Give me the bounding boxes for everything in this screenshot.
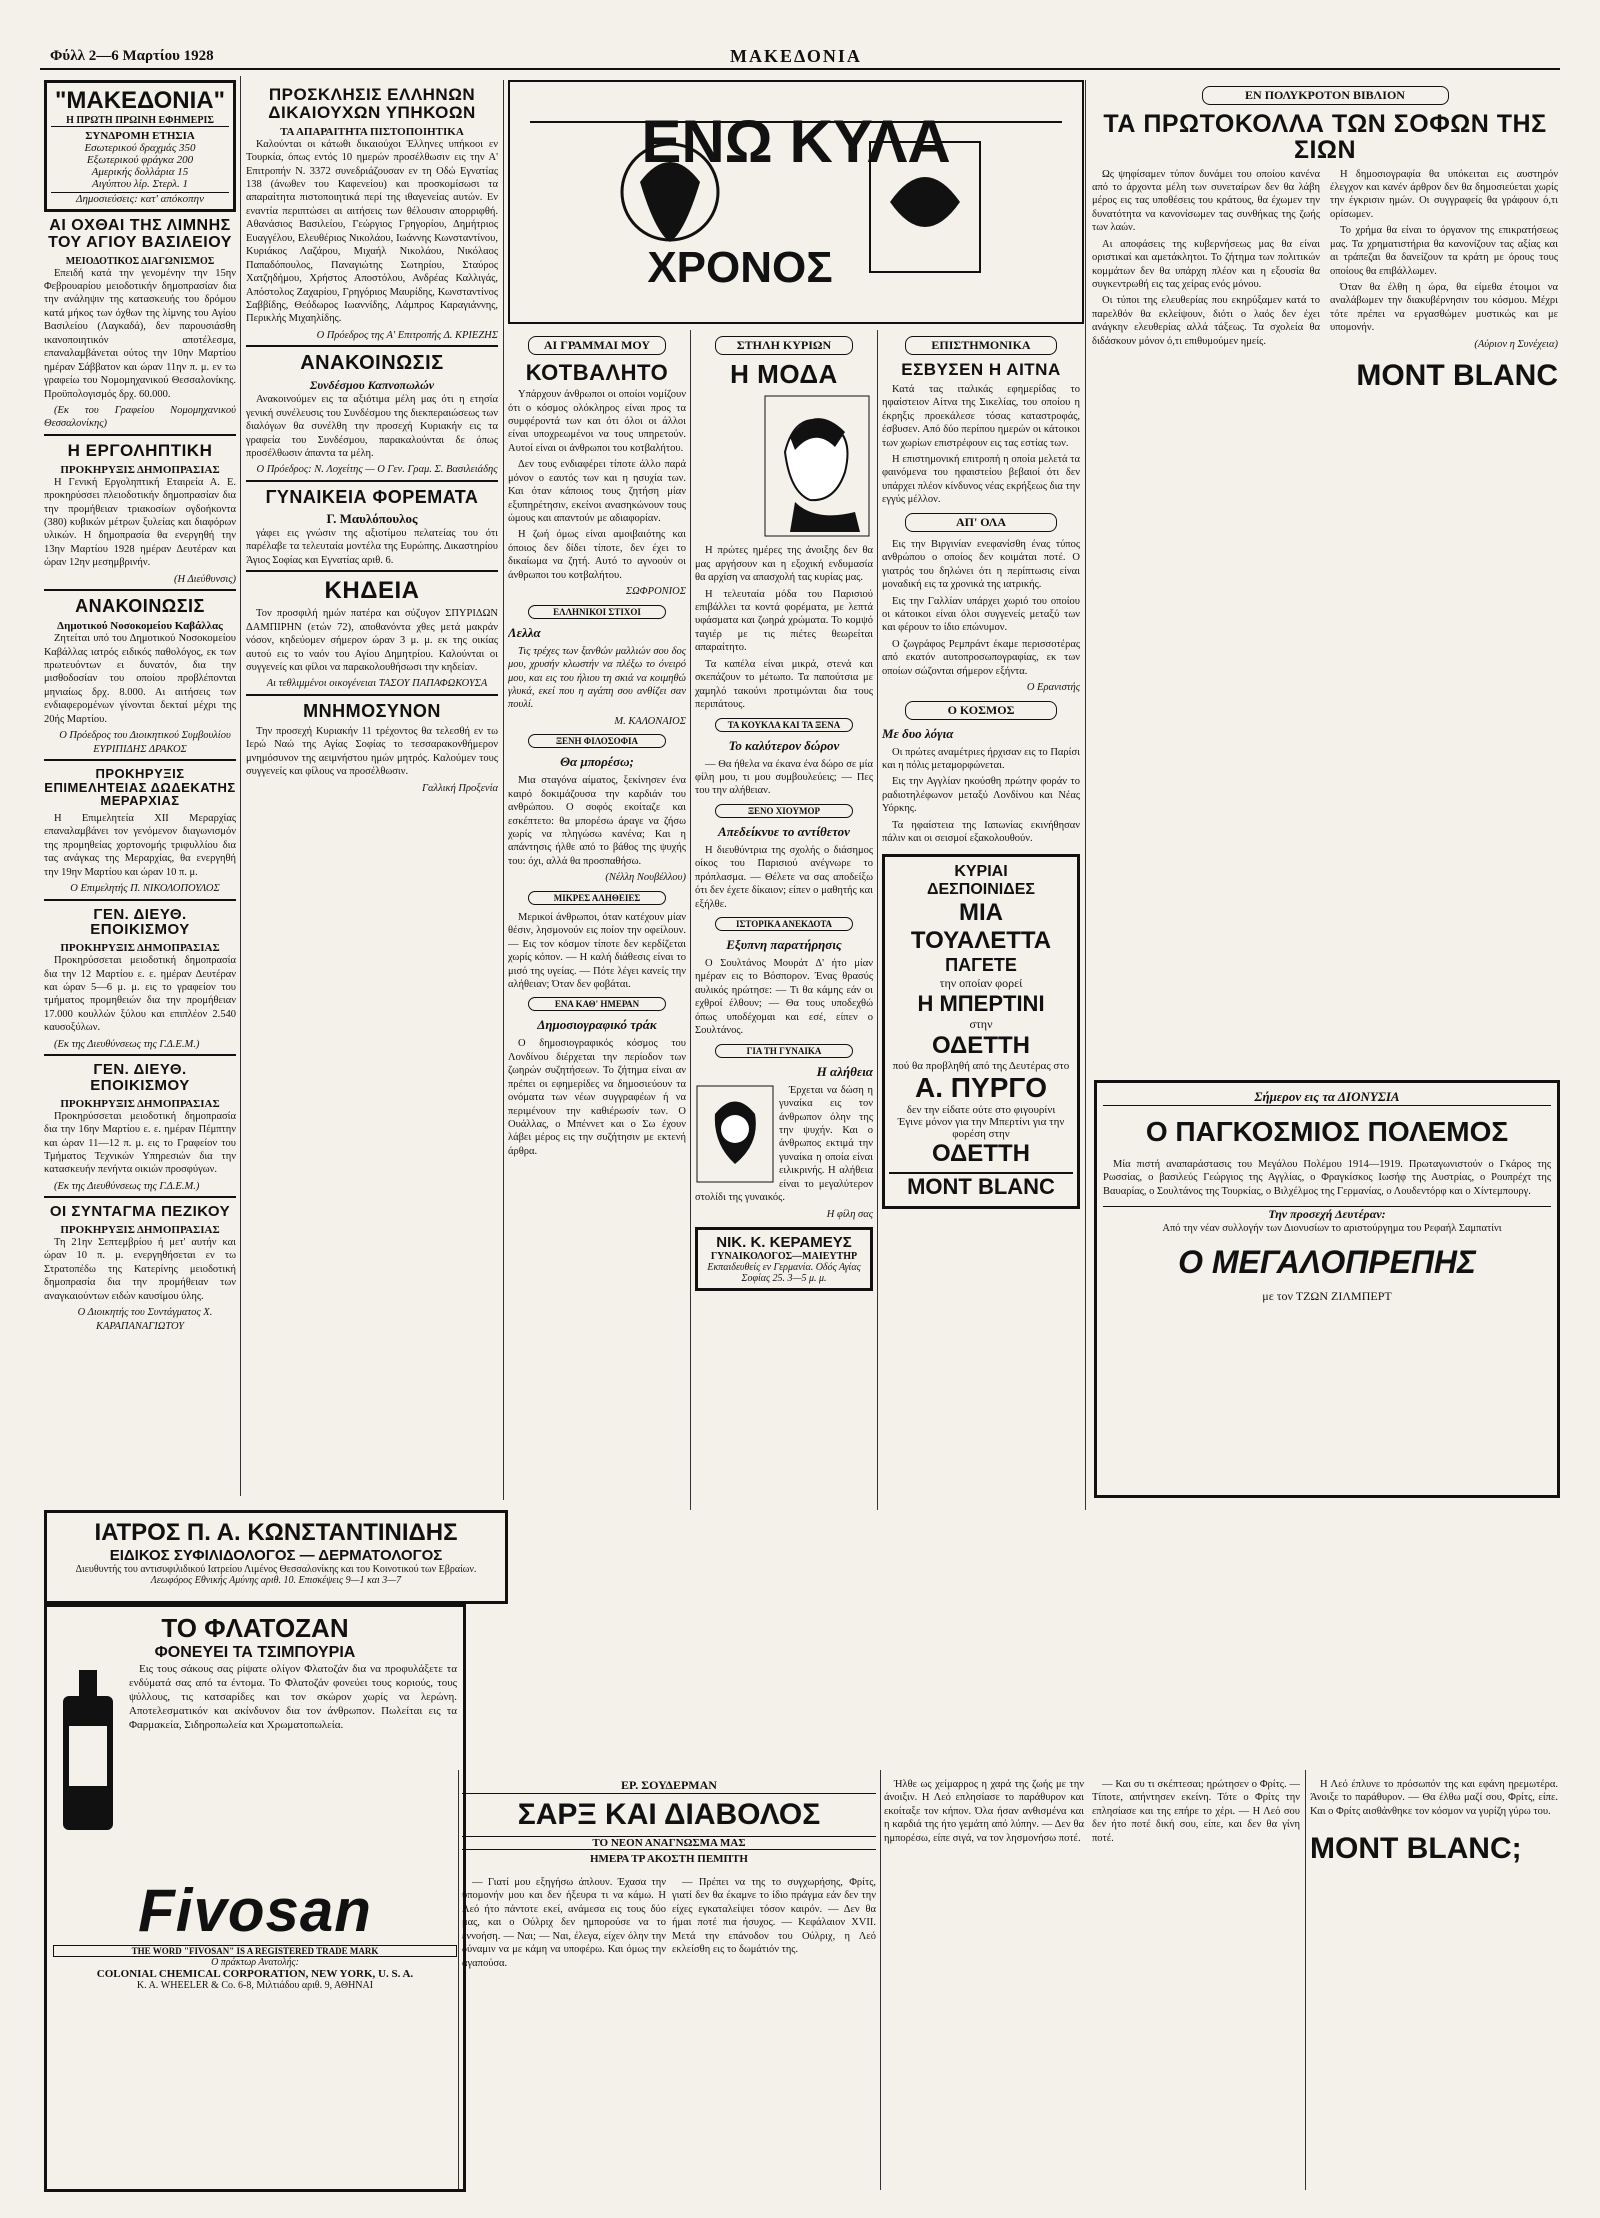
mont-blanc-ad: MONT BLANC [1356, 358, 1558, 392]
article-sign: Η φίλη σας [826, 1208, 873, 1220]
article-columns [1092, 168, 1558, 353]
kicker: ΜΙΚΡΕΣ ΑΛΗΘΕΙΕΣ [528, 891, 667, 905]
woman-portrait-illustration [695, 1084, 775, 1184]
ad-role: ΓΥΝΑΙΚΟΛΟΓΟΣ—ΜΑΙΕΥΤΗΡ [710, 1251, 858, 1263]
funeral-sign: Αι τεθλιμμένοι οικογένειαι ΤΑΣΟΥ ΠΑΠΑΦΩΚΟΥΣΑ [266, 678, 488, 690]
issue-line: Φύλλ 2—6 Μαρτίου 1928 [50, 48, 214, 64]
ad-line: ΟΔΕΤΤΗ [932, 1139, 1030, 1167]
fashion-illustration [695, 392, 873, 542]
notice-title: ΓΕΝ. ΔΙΕΥΘ. ΕΠΟΙΚΙΣΜΟΥ [90, 905, 190, 939]
serial-text: Η Λεό έπλυνε το πρόσωπόν της και εφάνη ηρεμωτέρα. Άνοιξε το παράθυρον. — Θα έλθω μαζί σου, Φρίτς, είπε. Και ο Φρίτς αισθάνθηκε τον κόσμον να γυρίζη γύρω του. [1310, 1779, 1558, 1817]
ad-flavozan-title: ΤΟ ΦΛΑΤΟΖΑΝ [161, 1613, 349, 1643]
notice-body: Η Γενική Εργοληπτική Εταιρεία Α. Ε. προκηρύσσει πλειοδοτικήν δημοπρασίαν δια την προμήθειαν τριακοσίων ογδοήκοντα (380) κυβικών μέτρων ξυλείας και διαφόρων υλικών. Η δημοπρασία θα ενεργηθή την 13ην Μαρτίου 1928 ημέραν Δευτέραν και ώραν 12ην μεσημβρινήν. [44, 476, 236, 569]
sub-note: Δημοσιεύσεις: κατ' απόκοπην [51, 192, 229, 205]
article-body: Κατά τας ιταλικάς εφημερίδας το ηφαίστειον Αίτνα της Σικελίας, του οποίου η έκρηξις προεκάλεσε τόσας καταστροφάς, έσβυσεν. Από δύο περίπου ημερών οι κάτοικοι των χωρίων επιστρέφουν εις τας εστίας των. [882, 383, 1080, 449]
kicker: ΤΑ ΚΟΥΚΛΑ ΚΑΙ ΤΑ ΞΕΝΑ [715, 718, 854, 732]
article-body: Καλούνται οι κάτωθι δικαιούχοι Έλληνες υπήκοοι εν Τουρκία, όπως εντός 10 ημερών προσέλθωσιν εις την Α' Επιτροπήν Ν. 3372 συνεδριάζουσαν εν τη Οδώ Εγνατίας 138 (άνωθεν του Καφενείου) και προσκομίσωσι τα απαραίτητα πιστοποιητικά περί της ιθαγενείας αυτών. Εν εναντία περιπτώσει αι αιτήσεις των θέλουσιν απορριφθή. Αθανάσιος Βασιλείου, Γεώργιος Γρηγορίου, Δημήτριος Ευαγγέλου, Ελευθέριος Νικολάου, Ιωάννης Κωνσταντίνου, Κυριάκος Λαζάρου, Μιχαήλ Νικολάου, Νικόλαος Παπαδόπουλος, Παναγιώτης Σωτηρίου, Σταύρος Χατζηδήμου, Χρήστος Αποστόλου, Ανδρέας Καλλιγάς, Απόστολος Ζαχαρίου, Γρηγόριος Μαυρίδης, Κωνσταντίνος Σαββίδης, Θεόδωρος Ιωαννίδης, Λάμπρος Καραγιάννης, Περικλής Μιχαηλίδης. [246, 138, 498, 325]
dionysia-line: με τον ΤΖΩΝ ΖΙΛΜΠΕΡΤ [1262, 1288, 1392, 1303]
dionysia-line: Από την νέαν συλλογήν των Διονυσίων το αριστούργημα του Ρεφαήλ Σαμπατίνι [1162, 1223, 1502, 1235]
memorial-title: ΜΝΗΜΟΣΥΝΟΝ [303, 700, 441, 721]
ad-name: ΝΙΚ. Κ. ΚΕΡΑΜΕΥΣ [716, 1234, 852, 1252]
article-title: Θα μπορέσω; [560, 754, 634, 770]
column-2 [246, 80, 498, 1500]
dionysia-body: Μία πιστή αναπαράστασις του Μεγάλου Πολέμου 1914—1919. Πρωταγωνιστούν ο Γκάρος της Ρωσσίας, ο βασιλεύς Γεώργιος της Αγγλίας, ο Φραγκίσκος Ιωσήφ της Αυστρίας, ο Ρουπρέχτ της Βαυαρίας, ο Σουλτάνος της Τουρκίας, ο Βιλχέλμος της Γερμανίας, ο Λουδεντόρφ και ο Χίντεμπουργ. [1103, 1159, 1551, 1197]
article-title: Η αλήθεια [816, 1063, 873, 1079]
notice-settlement-1 [44, 907, 236, 1052]
kicker: ΓΙΑ ΤΗ ΓΥΝΑΙΚΑ [715, 1044, 854, 1058]
column-6 [1092, 80, 1558, 1080]
article-title: Με δυο λόγια [882, 725, 954, 741]
serial-header [462, 1778, 876, 1868]
notice-title: ΠΡΟΚΗΡΥΞΙΣ ΕΠΙΜΕΛΗΤΕΙΑΣ ΔΩΔΕΚΑΤΗΣ ΜΕΡΑΡΧΙΑΣ [44, 766, 236, 809]
ad-subtitle: Γ. Μαυλόπουλος [326, 510, 418, 526]
kicker: ΕΝ ΠΟΛΥΚΡΟΤΟΝ ΒΙΒΛΙΟΝ [1202, 86, 1449, 105]
notice-subtitle: ΠΡΟΚΗΡΥΞΙΣ ΔΗΜΟΠΡΑΣΙΑΣ [60, 1097, 220, 1110]
serial-text: Ήλθε ως χείμαρρος η χαρά της ζωής με την άνοιξιν. Η Λεό επλησίασε το παράθυρον και εκοίταξε τον κήπον. Όλα ήσαν ανθισμένα και η καρδιά της ήτο γεμάτη από λύπην. — Δεν θα ημπορέσω, είπε σιγά, να τον λησμονήσω ποτέ. [884, 1779, 1084, 1844]
ad-line: ΚΥΡΙΑΙ [954, 862, 1008, 880]
ad-line: Α. ΠΥΡΓΟ [915, 1071, 1047, 1103]
serial-col-2 [672, 1876, 876, 2176]
notice-hospital [44, 597, 236, 756]
kicker: ΞΕΝΟ ΧΙΟΥΜΟΡ [715, 804, 854, 818]
column-3 [508, 330, 686, 1510]
poem-body: Τις τρέχες των ξανθών μαλλιών σου δος μου, χρυσήν κλωστήν να πλέξω το όνειρό μου, και εις του ήλιου τη σκιά να κοιμηθώ γλυκά, εκεί που η αγάπη σου ανθίζει σαν πουλί. [508, 645, 686, 711]
ad-flavozan-body: Εις τους σάκους σας ρίψατε ολίγον Φλατοζάν δια να προφυλάξετε τα ενδύματά σας από τα έντομα. Το Φλατοζάν φονεύει τους κοριούς, τους ψύλλους, τις κατσαρίδες και τον σκώρον χωρίς να λερώνη. Αποτελεσματικόν και ακίνδυνον δια τον άνθρωπον. Πωλείται εις τα Φαρμακεία, Σιδηροπωλεία και Χρωματοπωλεία. [129, 1663, 457, 1732]
article-sign: Ο Ερανιστής [1026, 682, 1080, 694]
article-body: — Θα ήθελα να έκανα ένα δώρο σε μία φίλη μου, τι μου συμβουλεύεις; — Πες του την αλήθειαν. [695, 758, 873, 797]
notice-lake [44, 218, 236, 431]
dionysia-title-2: Ο ΜΕΓΑΛΟΠΡΕΠΗΣ [1178, 1243, 1476, 1280]
kicker: ΑΙ ΓΡΑΜΜΑΙ ΜΟΥ [528, 336, 667, 355]
ad-flavozan-line: Ο πράκτωρ Ανατολής: [211, 1957, 299, 1968]
notice-body: Η Επιμελητεία ΧΙΙ Μεραρχίας επαναλαμβάνει τον γενόμενον διαγωνισμόν της προμηθείας χορτονομής τριφυλλίου δια τας ανάγκας της Μεραρχίας, θα ενεργηθή την 19ην Μαρτίου και ώραν 10 π. μ. [44, 812, 236, 878]
column-rule [880, 1770, 881, 2190]
kicker: ΕΠΙΣΤΗΜΟΝΙΚΑ [905, 336, 1058, 355]
mont-blanc-ad-2: MONT BLANC; [1310, 1832, 1522, 1866]
notice-subtitle: ΠΡΟΚΗΡΥΞΙΣ ΔΗΜΟΠΡΑΣΙΑΣ [60, 942, 220, 955]
sub-title: "ΜΑΚΕΔΟΝΙΑ" [54, 87, 226, 114]
article-body: Εις την Γαλλίαν υπάρχει χωριό του οποίου οι κάτοικοι είναι όλοι συγγενείς μεταξύ των και φέρουν το ίδιο επώνυμον. [882, 595, 1080, 634]
article-body: Η δημοσιογραφία θα υπόκειται εις αυστηρόν έλεγχον και κανέν άρθρον δεν θα δημοσιεύεται χωρίς την έγκρισιν ημών. Οι συγγραφείς θα γράφουν ό,τι ορίσωμεν. [1330, 168, 1558, 220]
article-title: ΕΣΒΥΣΕΝ Η ΑΙΤΝΑ [901, 360, 1061, 379]
column-rule [1085, 80, 1086, 1510]
poem-title: Λελλα [508, 624, 541, 640]
ad-line: πού θα προβληθή από της Δευτέρας στο [892, 1059, 1070, 1072]
article-body: Μερικοί άνθρωποι, όταν κατέχουν μίαν θέσιν, λησμονούν εις ποίον την οφείλουν. — Εις τον κόσμον τίποτε δεν κερδίζεται χωρίς κόπον. — Η καλή διάθεσις είναι το μισό της υγείας. — Πότε λέγει κανείς την αλήθειαν; Όταν δεν φοβάται. [508, 911, 686, 990]
article-title: ΠΡΟΣΚΛΗΣΙΣ ΕΛΛΗΝΩΝ ΔΙΚΑΙΟΥΧΩΝ ΥΠΗΚΟΩΝ [268, 85, 476, 122]
poem-sign: Μ. ΚΑΛΟΝΑΙΟΣ [614, 715, 686, 727]
ad-line: MONT BLANC [889, 1172, 1073, 1200]
sub-row: Αμερικής δολλάρια 15 [91, 166, 189, 178]
notice-regiment [44, 1204, 236, 1333]
column-5 [882, 330, 1080, 1510]
notice-subtitle: ΠΡΟΚΗΡΥΞΙΣ ΔΗΜΟΠΡΑΣΙΑΣ [60, 1224, 220, 1236]
article-body: Δεν τους ενδιαφέρει τίποτε άλλο παρά μόνον ο εαυτός των και η ησυχία των. Και όταν κάποιος τους ζητήση μίαν εξυπηρέτησιν, εκείνοι ανασηκώνουν τους ώμους και απαντούν με αδιαφορίαν. [508, 459, 686, 525]
notice-sign: Ο Διοικητής του Συντάγματος Χ. ΚΑΡΑΠΑΝΑΓΙΩΤΟΥ [77, 1307, 213, 1332]
article-body: Ως ψηφίσαμεν τύπον δυνάμει του οποίου κανένα από το άρχοντα μέλη των συνεταίρων δεν θα λάβη μέρος εις τας υποθέσεις του κράτους, θα έχωμεν την δυνατότητα να κανονίσωμεν τας συνθήκας της ζωής των λαών. [1092, 168, 1320, 234]
serial-col-3 [884, 1778, 1084, 2178]
brand-logo: Fivosan [138, 1877, 372, 1944]
funeral-title: ΚΗΔΕΙΑ [324, 577, 420, 605]
sub-row: Εξωτερικού φράγκα 200 [86, 154, 194, 166]
serial-title: ΣΑΡΞ ΚΑΙ ΔΙΑΒΟΛΟΣ [517, 1798, 821, 1831]
kicker: ΕΝΑ ΚΑΘ' ΗΜΕΡΑΝ [528, 997, 667, 1011]
memorial-notice [246, 702, 498, 795]
serial-author: ΕΡ. ΣΟΥΔΕΡΜΑΝ [462, 1778, 876, 1794]
ad-line: ΔΕΣΠΟΙΝΙΔΕΣ [927, 880, 1035, 898]
article-body: Ο Σουλτάνος Μουράτ Δ' ήτο μίαν ημέραν εις το Βόσπορον. Ένας θρασύς αυλικός ηρώτησε: — Τι θα κάμης εάν οι εχθροί έλθουν; — Θα τους υποδεχθώ όπως υποδέχομαι και εσέ, είπεν ο Σουλτάνος. [695, 958, 873, 1037]
notice-body: Προκηρύσσεται μειοδοτική δημοπρασία δια την 12 Μαρτίου ε. ε. ημέραν Δευτέραν και ώραν 5—6 μ. μ. εις το γραφείον του τμήματος προμηθειών δια την προμήθειαν 17.000 κουλλών ξύλου και επιπλέον 2.540 καυσοξύλων. [44, 955, 236, 1034]
article-body: Η τελευταία μόδα του Παρισιού επιβάλλει τα κοντά φορέματα, με λεπτά υφάσματα και ζωηρά χρώματα. Το κομψό ταγιέρ με τις πιέτες θεωρείται απαραίτητο. [695, 588, 873, 654]
notice-subtitle: ΜΕΙΟΔΟΤΙΚΟΣ ΔΙΑΓΩΝΙΣΜΟΣ [65, 255, 215, 267]
banner-word-1: ΕΝΩ ΚΥΛΑ [641, 108, 951, 175]
article-title: Εξυπνη παρατήρησις [726, 937, 842, 953]
article-body: Εις την Βιργινίαν ενεφανίσθη ένας τύπος ανθρώπου ο οποίος δεν κοιμάται ποτέ. Ο γιατρός του δηλώνει ότι η περίπτωσις είναι μοναδική εις τα χρονικά της ιατρικής. [882, 538, 1080, 591]
article-body: Η πρώτες ημέρες της άνοιξης δεν θα μας αργήσουν και η εξοχική ενδυμασία θα αρχίση να απασχολή τας κυρίας μας. [695, 545, 873, 584]
article-body: Η διευθύντρια της σχολής ο διάσημος οίκος του Παρισιού ανέγνωρε το πρόπλασμα. — Θέλετε να σας αποδείξω ότι δεν έχετε δίκαιον; είπεν ο μαθητής και εξήλθε. [695, 844, 873, 910]
sub-label: ΣΥΝΔΡΟΜΗ ΕΤΗΣΙΑ [85, 130, 195, 142]
ad-title: ΓΥΝΑΙΚΕΙΑ ΦΟΡΕΜΑΤΑ [265, 486, 479, 507]
article-body: Μια σταγόνα αίματος, ξεκίνησεν ένα καιρό δοκιμάζουσα την καρδιάν του ανθρώπου. Ο σοφός εκοίταζε και εσκέπτετο: θα μπορέσω άραγε να ζήσω χωρίς να πληγώσω κανένα; Και η απάντησις ήλθε από το βάθος της ψυχής του: όχι, αλλά θα προσπαθήσω. [508, 775, 686, 867]
kicker: ΞΕΝΗ ΦΙΛΟΣΟΦΙΑ [528, 734, 667, 748]
notice-title: ΑΙ ΟΧΘΑΙ ΤΗΣ ΛΙΜΝΗΣ ΤΟΥ ΑΓΙΟΥ ΒΑΣΙΛΕΙΟΥ [48, 217, 232, 251]
ad-line: δεν την είδατε ούτε στο φιγουρίνι [906, 1103, 1056, 1116]
article-subtitle: Συνδέσμου Καπνοπωλών [309, 378, 435, 393]
funeral-notice [246, 578, 498, 691]
column-rule [503, 80, 504, 1500]
ad-body: γάφει εις γνώσιν της αξιοτίμου πελατείας του ότι παρέλαβε τα τελευταία μοντέλα της Ευρώπης. Δικαστηρίου Άγιος Σοφίας και Εγνατίας αριθ. 6. [246, 527, 498, 566]
memorial-sign: Γαλλική Προξενία [422, 782, 498, 794]
article-title: ΑΝΑΚΟΙΝΩΣΙΣ [300, 352, 444, 375]
article-tobacco [246, 353, 498, 477]
article-sign: Ο Πρόεδρος της Α' Επιτροπής Δ. ΚΡΙΕΖΗΣ [316, 329, 498, 341]
kicker: Ο ΚΟΣΜΟΣ [905, 701, 1058, 720]
article-sign: Ο Πρόεδρος: Ν. Λοχείτης — Ο Γεν. Γραμ. Σ. Βασιλειάδης [256, 464, 498, 476]
notice-sign: (Εκ του Γραφείου Νομομηχανικού Θεσσαλονίκης) [44, 404, 236, 430]
dionysia-kicker-2: Την προσεχή Δευτέραν: [1103, 1206, 1551, 1222]
article-body: Εις την Αγγλίαν ηκούσθη πρώτην φοράν το ραδιοτηλέφωνον μεταξύ Λονδίνου και Νέας Υόρκης. [882, 776, 1080, 815]
article-body: Αι αποφάσεις της κυβερνήσεως μας θα είναι οριστικαί και αμετάκλητοι. Το ζήτημα των πολιτικών κομμάτων δεν θα υπάρχη πλέον και η εξουσία θα συγκεντρωθή εις τας χείρας ενός μόνου. [1092, 238, 1320, 290]
sub-row: Εσωτερικού δραχμάς 350 [84, 142, 196, 154]
notice-subtitle: Δημοτικού Νοσοκομείου Καβάλλας [57, 620, 223, 633]
ad-flavozan-line: COLONIAL CHEMICAL CORPORATION, NEW YORK, U. S. A. [96, 1968, 414, 1980]
serial-text: — Γιατί μου εξηγήσω άπλουν. Έχασα την υπομονήν μου και δεν ήξευρα τι να κάμω. Η Λεό ήτο πάντοτε εκεί, ανάμεσα εις τους δύο μας, και ο Ούλριχ δεν ημπορούσε να το εννοήση. — Ναι; — Ναι, έλεγα, είχεν όλην την δύναμιν να με κάμη να υποφέρω. Και όμως την αγαπούσα. [462, 1877, 666, 1969]
ad-dresses [246, 488, 498, 567]
brand-tag: THE WORD "FIVOSAN" IS A REGISTERED TRADE MARK [53, 1945, 457, 1957]
dionysia-title: Ο ΠΑΓΚΟΣΜΙΟΣ ΠΟΛΕΜΟΣ [1145, 1116, 1509, 1147]
notice-sign: (Η Διεύθυνσις) [173, 573, 236, 585]
article-title: Δημοσιογραφικό τράκ [537, 1017, 657, 1033]
article-body: Ο δημοσιογραφικός κόσμος του Λονδίνου διέρχεται την περίοδον των ζωηρών συζητήσεων. Το ζήτημα είναι αν πρέπει οι εφημερίδες να δημοσιεύουν τα ονόματα των νέων συγγραφέων ή να περιμένουν την καθιέρωσίν των. Ο Ουάλλας, ο Μπέννετ και ο Σω έχουν λάβει μέρος εις την συζήτησιν με εκτενή άρθρα. [508, 1038, 686, 1157]
page-header [40, 46, 1560, 70]
notice-sign: (Εκ της Διευθύνσεως της Γ.Δ.Ε.Μ.) [54, 1180, 200, 1192]
ad-toilette [882, 854, 1080, 1209]
serial-col-5 [1310, 1778, 1558, 2178]
ad-line: την οποίαν φορεί [939, 975, 1023, 990]
dionysia-kicker: Σήμερον εις τα ΔΙΟΝΥΣΙΑ [1103, 1089, 1551, 1106]
article-title: Απεδείκνυε το αντίθετον [718, 823, 850, 839]
memorial-body: Την προσεχή Κυριακήν 11 τρέχοντος θα τελεσθή εν τω Ιερώ Ναώ της Αγίας Σοφίας το τεσσαρακονθήμερον μνημόσυνον της αειμνήστου ημών μητρός. Καλούμεν τους συγγενείς και φίλους να προσέλθωσιν. [246, 725, 498, 778]
column-rule [240, 76, 241, 1496]
masthead: ΜΑΚΕΔΟΝΙΑ [730, 46, 862, 66]
kicker: ΣΤΗΛΗ ΚΥΡΙΩΝ [715, 336, 854, 355]
banner-illustration [510, 82, 1082, 322]
ad-doctor-line: Λεωφόρος Εθνικής Αμύνης αριθ. 10. Επισκέψεις 9—1 και 3—7 [150, 1575, 402, 1586]
ad-dionysia [1094, 1080, 1560, 1498]
serial-col-1 [462, 1876, 666, 2176]
kicker: ΕΛΛΗΝΙΚΟΙ ΣΤΙΧΟΙ [528, 605, 667, 619]
ad-line: στην [969, 1016, 993, 1031]
notice-subtitle: ΠΡΟΚΗΡΥΞΙΣ ΔΗΜΟΠΡΑΣΙΑΣ [60, 463, 220, 476]
article-title: Το καλύτερον δώρον [728, 737, 840, 753]
article-subtitle: ΤΑ ΑΠΑΡΑΙΤΗΤΑ ΠΙΣΤΟΠΟΙΗΤΙΚΑ [280, 125, 464, 138]
notice-sign: Ο Πρόεδρος του Διοικητικού Συμβουλίου ΕΥΡΙΠΙΔΗΣ ΔΡΑΚΟΣ [59, 730, 231, 755]
notice-division [44, 767, 236, 896]
notice-settlement-2 [44, 1062, 236, 1193]
serial-col-4 [1092, 1778, 1300, 2178]
notice-title: ΑΝΑΚΟΙΝΩΣΙΣ [75, 596, 205, 617]
notice-title: ΟΙ ΣΥΝΤΑΓΜΑ ΠΕΖΙΚΟΥ [49, 1203, 231, 1221]
article-title: ΚΟΤΒΑΛΗΤΟ [525, 360, 669, 385]
article-body: Η ζωή όμως είναι αμοιβαιότης και όποιος δεν δίδει τίποτε, δεν έχει το δικαίωμα να ζητή. Αυτό το αγνοούν οι άνθρωποι του κοτβαλήτου. [508, 529, 686, 581]
ad-line: ΜΙΑ ΤΟΥΑΛΕΤΤΑ [910, 898, 1052, 954]
notice-title: ΓΕΝ. ΔΙΕΥΘ. ΕΠΟΙΚΙΣΜΟΥ [90, 1061, 190, 1094]
ad-doctor [44, 1510, 508, 1604]
ad-doctor-title: ΙΑΤΡΟΣ Π. Α. ΚΩΝΣΤΑΝΤΙΝΙΔΗΣ [94, 1519, 458, 1546]
serial-text: — Και συ τι σκέπτεσαι; ηρώτησεν ο Φρίτς. — Τίποτε, απήντησεν εκείνη. Τότε ο Φρίτς την επλησίασε και της επήρε το χέρι. — Η Λεό σου δεν ήτο ποτέ δική σου, είπε, και δεν θα γίνη ποτέ. [1092, 1779, 1300, 1844]
notice-body: Ζητείται υπό του Δημοτικού Νοσοκομείου Καβάλλας ιατρός ειδικός παθολόγος, εκ των πρωτευόντων ει δυνατόν, δια την μισθοδοσίαν του οποίου προβλέπονται μηνιαίως δρχ. 8.000. Αι αιτήσεις των ενδιαφερομένων γίνονται δεκταί μέχρι της 20ής Μαρτίου. [44, 633, 236, 725]
notice-sign: Ο Επιμελητής Π. ΝΙΚΟΛΟΠΟΥΛΟΣ [70, 883, 220, 895]
ad-address: Εκπαιδευθείς εν Γερμανία. Οδός Αγίας Σοφίας 25. 3—5 μ. μ. [707, 1262, 861, 1285]
article-body: Οι πρώτες αναμέτριες ήρχισαν εις το Παρίσι και η πόλις μεταμορφώνεται. [882, 746, 1080, 772]
article-body: Έρχεται να δώση η γυναίκα εις τον άνθρωπον όλην της την ψυχήν. Και ο άνθρωπος εκτιμά την γυναίκα η οποία είναι ειλικρινής. Η αλήθεια είναι το μεγαλύτερον στολίδι της γυναικός. [695, 1084, 873, 1204]
article-body: Όταν θα έλθη η ώρα, θα είμεθα έτοιμοι να αναλάβωμεν την διακυβέρνησιν του κόσμου. Μέχρι τότε πρέπει να εργασθώμεν μυστικώς και με υπομονήν. [1330, 282, 1558, 334]
notice-title: Η ΕΡΓΟΛΗΠΤΙΚΗ [67, 440, 213, 460]
serial-subtitle: ΤΟ ΝΕΟΝ ΑΝΑΓΝΩΣΜΑ ΜΑΣ [462, 1836, 876, 1850]
article-sign: ΣΩΦΡΟΝΙΟΣ [625, 586, 686, 598]
ad-flavozan [44, 1604, 466, 2192]
kicker: ΙΣΤΟΡΙΚΑ ΑΝΕΚΔΟΤΑ [715, 917, 854, 931]
illustration-banner [508, 80, 1084, 324]
column-4 [695, 330, 873, 1510]
column-rule [877, 330, 878, 1510]
article-sign: (Νέλλη Νουβέλλου) [605, 872, 686, 884]
banner-word-2: ΧΡΟΝΟΣ [647, 243, 833, 292]
article-title: ΤΑ ΠΡΩΤΟΚΟΛΛΑ ΤΩΝ ΣΟΦΩΝ ΤΗΣ ΣΙΩΝ [1103, 110, 1547, 165]
funeral-body: Τον προσφιλή ημών πατέρα και σύζυγον ΣΠΥΡΙΔΩΝ ΔΑΜΠΙΡΗΝ (ετών 72), αποθανόντα χθες μετά μακράν νόσον, κηδεύομεν σήμερον ώραν 3 μ. μ. εκ της οικίας αυτού εις το ναόν του Αγίου Δημητρίου. Καλούνται οι συγγενείς και φίλοι να παρακολουθήσωσι την κηδείαν. [246, 608, 498, 674]
article-body: Το χρήμα θα είναι το όργανον της επικρατήσεως μας. Τα χρηματιστήρια θα κανονίζουν τας αξίας και αι τράπεζαι θα δανείζουν τα κράτη με όρους τους οποίους θα επιβάλλωμεν. [1330, 225, 1558, 277]
subscription-box [44, 80, 236, 212]
article-body: Η επιστημονική επιτροπή η οποία μελετά τα φαινόμενα του ηφαιστείου βεβαιοί ότι δεν υπάρχει πλέον κίνδυνος νέας εκρήξεως δια την εγγύς μέλλον. [882, 454, 1080, 506]
article-body: Τα ηφαίστεια της Ιαπωνίας εκινήθησαν πάλιν και οι σεισμοί εξακολουθούν. [882, 819, 1080, 845]
article-title: Η ΜΟΔΑ [730, 359, 838, 389]
column-1 [44, 80, 236, 1500]
ad-flavozan-subtitle: ΦΟΝΕΥΕΙ ΤΑ ΤΣΙΜΠΟΥΡΙΑ [154, 1644, 356, 1661]
ad-doctor-line: Διευθυντής του αντισυφιλιδικού Ιατρείου Λιμένος Θεσσαλονίκης και του Κοινοτικού των Εβραίων. [75, 1564, 477, 1575]
notice-body: Τη 21ην Σεπτεμβρίου ή μετ' αυτήν και ώραν 10 π. μ. ενεργηθήσεται εν τω Στρατοπέδω της Κατερίνης μειοδοτική δημοπρασία δια την προμήθειαν των αναγκαιούντων ειδών καυσίμου ύλης. [44, 1237, 236, 1302]
ad-line: ΟΔΕΤΤΗ [932, 1031, 1030, 1059]
bottle-icon [53, 1666, 123, 1836]
notice-body: Προκηρύσσεται μειοδοτική δημοπρασία δια την 16ην Μαρτίου ε. ε. ημέραν Πέμπτην και ώραν 11—12 π. μ. εις το Γραφείον του Τμήματος Τεχνικών Υπηρεσιών δια την κατασκευήν πενήντα οικιών προσφύγων. [44, 1110, 236, 1176]
sub-subtitle: Η ΠΡΩΤΗ ΠΡΩΙΝΗ ΕΦΗΜΕΡΙΣ [51, 115, 229, 127]
article-body: Τα καπέλα είναι μικρά, στενά και σκεπάζουν το μέτωπο. Τα παπούτσια με χαμηλό τακούνι προτιμώνται δια τους περιπάτους. [695, 658, 873, 711]
article-claimants [246, 86, 498, 342]
serial-day: ΗΜΕΡΑ ΤΡ ΑΚΟΣΤΗ ΠΕΜΠΤΗ [589, 1853, 748, 1865]
column-rule [1305, 1770, 1306, 2190]
notice-body: Επειδή κατά την γενομένην την 15ην Φεβρουαρίου μειοδοτικήν δημοπρασίαν δια την ανάληψιν της κατασκευής του δρόμου κατά μήκος των όχθων της λίμνης του Αγίου Βασιλείου (Λαγκαδά), δεν παρουσιάσθη ικανοποιητικόν αποτέλεσμα, επαναλαμβάνεται ούτος την 10ην Μαρτίου ημέραν Σάββατον και ώραν 11ην π. μ. εν τω γραφείω του Νομομηχανικού Θεσσαλονίκης. Προϋπολογισμός δρχ. 60.000. [44, 267, 236, 400]
article-body: Υπάρχουν άνθρωποι οι οποίοι νομίζουν ότι ο κόσμος ολόκληρος είναι προς τα συμφέροντά των και ότι όλοι οι άλλοι είναι υποχρεωμένοι να τους υπηρετούν. Αυτοί είναι οι άνθρωποι του κοτβαλήτου. [508, 389, 686, 454]
ad-line: ΠΑΓΕΤΕ [945, 954, 1017, 975]
ad-gynecologist [695, 1227, 873, 1291]
article-body: Ο ζωγράφος Ρεμπράντ έκαμε περισσοτέρας από εκατόν αυτοπροσωπογραφίας, εκ των οποίων σώζονται σήμερον εξήντα. [882, 638, 1080, 677]
article-continued: (Αύριον η Συνέχεια) [1474, 338, 1558, 350]
ad-line: Η ΜΠΕΡΤΙΝΙ [917, 990, 1045, 1016]
ad-doctor-role: ΕΙΔΙΚΟΣ ΣΥΦΙΛΙΔΟΛΟΓΟΣ — ΔΕΡΜΑΤΟΛΟΓΟΣ [109, 1547, 443, 1564]
ad-flavozan-line: Κ. Α. WHEELER & Co. 6-8, Μιλτιάδου αριθ. 9, ΑΘΗΝΑΙ [136, 1980, 374, 1991]
notice-sign: (Εκ της Διευθύνσεως της Γ.Δ.Ε.Μ.) [54, 1038, 200, 1050]
column-rule [690, 330, 691, 1510]
article-body: Οι τύποι της ελευθερίας που εκηρύξαμεν κατά το παρελθόν θα εκλείψουν, διότι ο λαός δεν έχει ανάγκην ελευθερίας αλλά τάξεως. Τα σχολεία θα διδάσκουν μόνον ό,τι επιθυμούμεν ημείς. [1092, 295, 1320, 347]
kicker: ΑΠ' ΟΛΑ [905, 513, 1058, 532]
ad-line: Έγινε μόνον για την Μπερτίνι για την φορέση στην [897, 1115, 1065, 1140]
notice-contractor [44, 442, 236, 586]
sub-row: Αιγύπτου λίρ. Στερλ. 1 [92, 178, 188, 190]
article-body: Ανακοινούμεν εις τα αξιότιμα μέλη μας ότι η ετησία γενική συνέλευσις του Συνδέσμου της διεκπεραιώσεως των διαλόγων θα συνέλθη την προσεχή Κυριακήν εις τα γραφεία του Συνδέσμου, παρακαλούνται δε όπως προσέλθωσιν άπαντα τα μέλη. [246, 394, 498, 459]
serial-text: — Πρέπει να της το συγχωρήσης, Φρίτς, γιατί δεν θα έκαμνε το ίδιο πράγμα εάν δεν την είχες εγκαταλείψει τόσον καιρόν. — Δεν θα ήμαι ποτέ πια ήσυχος. — Κεφάλαιον XVII. Μετά την επάνοδον του Ούλριχ, η Λεό εκλείσθη εις το δωμάτιόν της. [672, 1877, 876, 1956]
